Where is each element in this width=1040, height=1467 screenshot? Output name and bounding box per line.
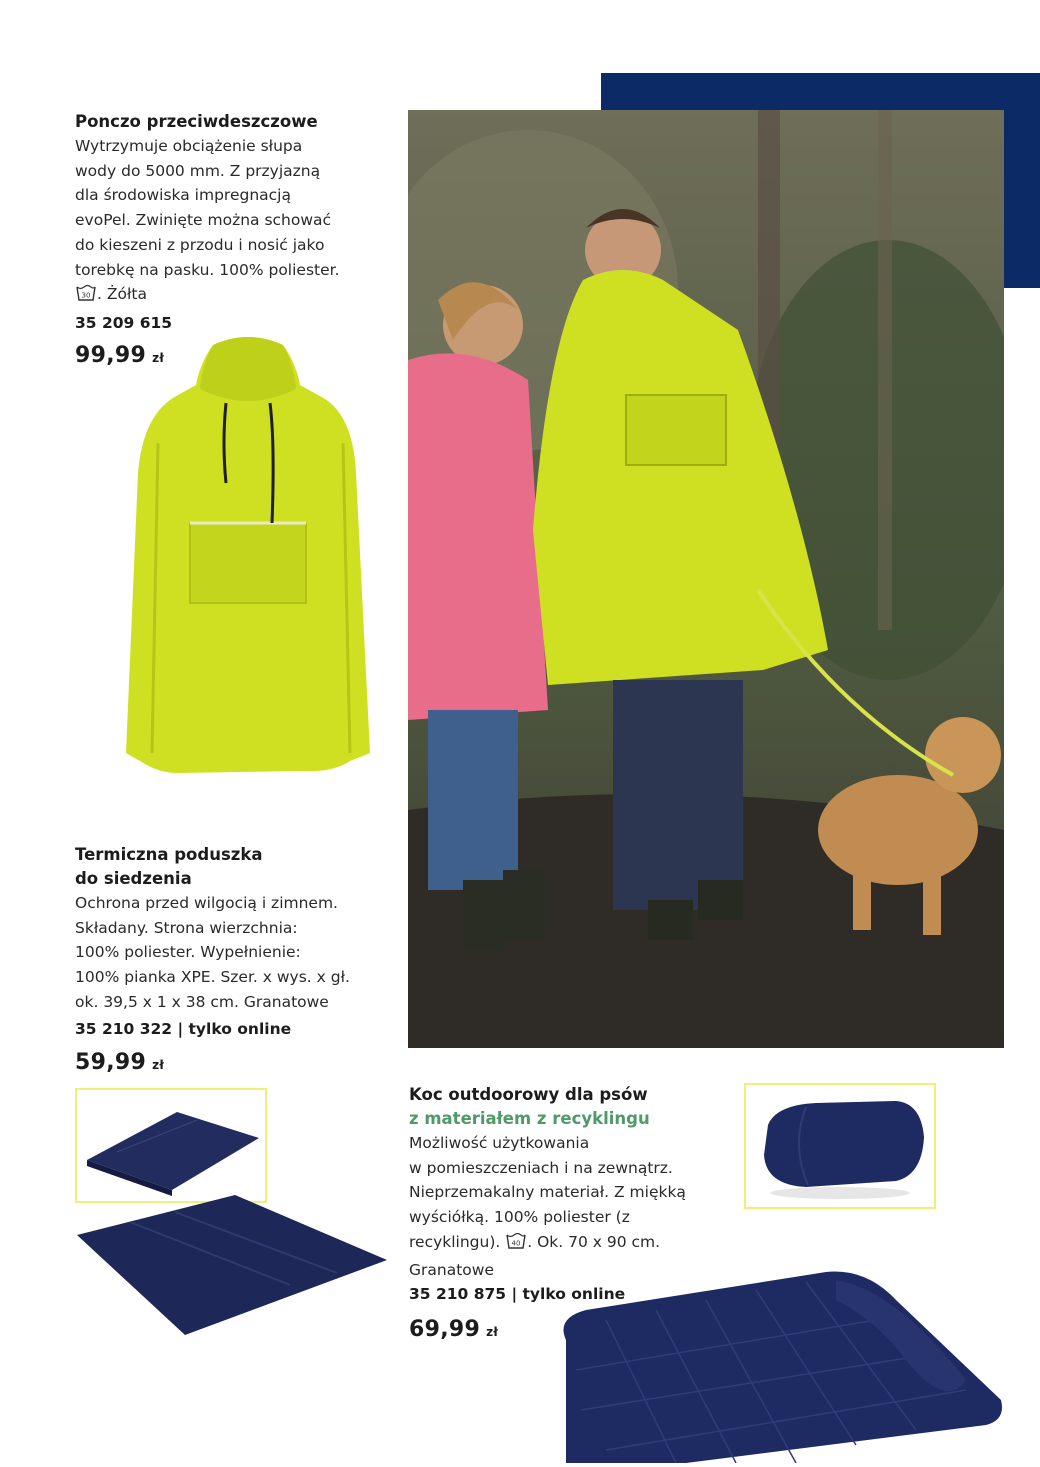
color-label: . Żółta (97, 285, 147, 304)
price-currency: zł (486, 1325, 499, 1339)
desc-line (409, 1230, 686, 1258)
desc-line: Ochrona przed wilgocią i zimnem. (75, 894, 338, 912)
title-line: Termiczna poduszka (75, 845, 263, 864)
product-title-blanket: Koc outdoorowy dla psów (409, 1085, 648, 1104)
product-description-cushion (75, 891, 350, 1015)
product-sku-cushion: 35 210 322 | tylko online (75, 1020, 292, 1038)
desc-line: 100% pianka XPE. Szer. x wys. x gł. (75, 968, 350, 987)
title-line: do siedzenia (75, 869, 192, 888)
cushion-unfolded-image (75, 1190, 395, 1340)
desc-line: wody do 5000 mm. Z przyjazną (75, 161, 321, 180)
product-description-poncho (75, 134, 340, 310)
desc-line: evoPel. Zwinięte można schować (75, 211, 332, 230)
price-value: 99,99 (75, 343, 147, 368)
blanket-unfolded-image (546, 1260, 1006, 1463)
desc-line: Nieprzemakalny materiał. Z miękką (409, 1183, 686, 1202)
svg-text:40: 40 (511, 1239, 521, 1248)
price-currency: zł (152, 351, 165, 365)
svg-text:30: 30 (81, 291, 91, 300)
product-price-blanket (409, 1317, 498, 1342)
desc-line: 100% poliester. Wypełnienie: (75, 943, 301, 962)
desc-text: recyklingu). (409, 1232, 501, 1251)
desc-line: torebkę na pasku. 100% poliester. (75, 260, 340, 279)
poncho-product-image (118, 333, 378, 785)
desc-line: Możliwość użytkowania (409, 1134, 590, 1152)
desc-line: wyściółką. 100% poliester (z (409, 1208, 630, 1227)
blanket-rolled-thumbnail (744, 1083, 936, 1209)
product-title-poncho: Ponczo przeciwdeszczowe (75, 112, 318, 131)
price-value: 69,99 (409, 1317, 481, 1342)
desc-line (75, 282, 340, 310)
wash-40-icon (505, 1232, 527, 1258)
product-subtitle-recycled: z materiałem z recyklingu (409, 1109, 650, 1128)
cushion-folded-thumbnail (75, 1088, 267, 1203)
desc-line: do kieszeni z przodu i nosić jako (75, 235, 325, 254)
price-value: 59,99 (75, 1050, 147, 1075)
desc-line: Granatowe (409, 1260, 494, 1279)
desc-line: Składany. Strona wierzchnia: (75, 918, 298, 937)
wash-30-icon (75, 284, 97, 310)
price-currency: zł (152, 1058, 165, 1072)
product-price-cushion (75, 1050, 164, 1075)
desc-line: Wytrzymuje obciążenie słupa (75, 137, 303, 155)
desc-text: . Ok. 70 x 90 cm. (527, 1232, 661, 1251)
desc-line: ok. 39,5 x 1 x 38 cm. Granatowe (75, 992, 329, 1011)
desc-line: dla środowiska impregnacją (75, 186, 291, 205)
lifestyle-photo-couple-with-dog (408, 110, 1004, 1048)
product-sku-poncho: 35 209 615 (75, 314, 173, 332)
desc-line: w pomieszczeniach i na zewnątrz. (409, 1158, 673, 1177)
product-title-cushion (75, 843, 263, 891)
product-sku-blanket: 35 210 875 | tylko online (409, 1285, 626, 1303)
